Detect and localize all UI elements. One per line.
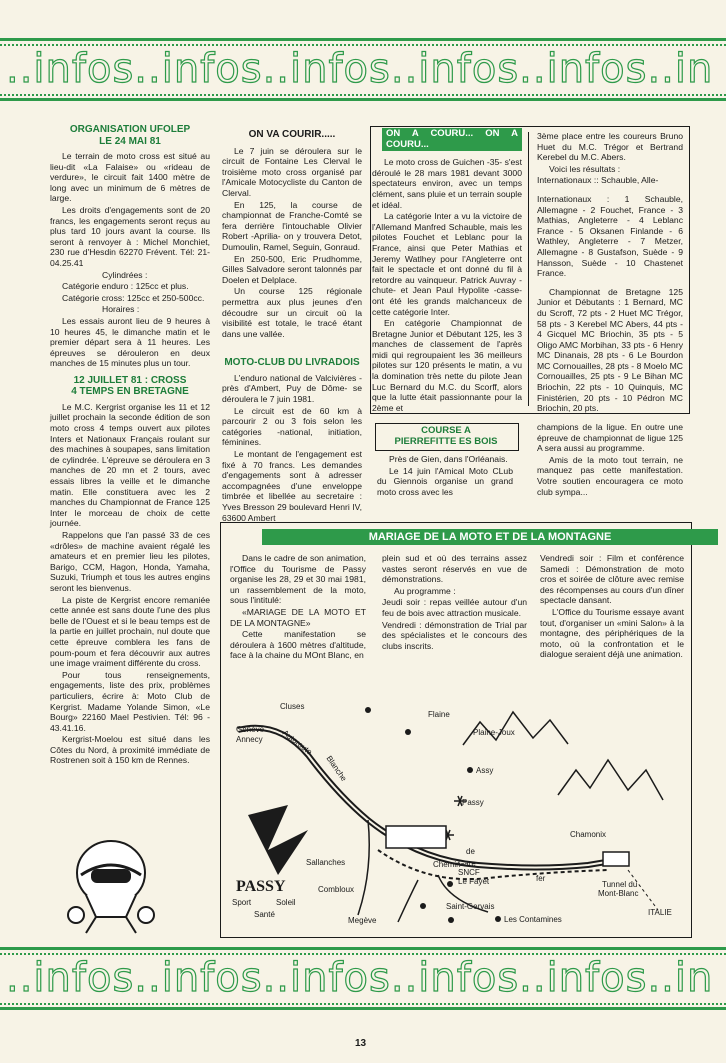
map-label-gare: Gare <box>458 859 476 868</box>
paragraph: Le montant de l'engagement est fixé à 70 francs. Les demandes d'engagements sont à adresser accompagnées d'une enveloppe timbrée et libellée au secretaire : Yves Bresson 29 boulevard Henri IV, 63600 Ambert <box>222 448 362 523</box>
paragraph: Vendredi soir : Film et conférence Samedi : Démonstration de moto cros et soirée de clôture avec remise des récompenses au cours d'un dîner spectacle dansant. <box>540 553 684 606</box>
map-label-de: de <box>466 847 475 856</box>
map-label-flaine: Flaine <box>428 710 450 719</box>
map-label-combloux: Combloux <box>318 885 355 894</box>
map-label-megeve: Megève <box>348 916 377 925</box>
map-label-cluses: Cluses <box>280 702 305 711</box>
paragraph: Pour tous renseignements, engagements, liste des prix, problèmes particuliers, écrire à: Moto Club de Kergrist. Madame Yolande Simon, «Le Bourg» 22160 Mael Pestivien. Tél: 96 - 43.41.16. <box>50 669 210 733</box>
paragraph: Le moto cross de Guichen -35- s'est déroulé le 28 mars 1981 devant 3000 spectateurs environ, avec un temps clément, sans pluie et un terrain souple et idéal. <box>372 157 522 210</box>
paragraph: Un course 125 régionale permettra aux plus jeunes d'en découdre sur un circuit où la visibilité est totale, le tracé étant dans une vallée. <box>222 286 362 339</box>
paragraph: Jeudi soir : repas veillée autour d'un feu de bois avec attraction musicale. <box>382 597 527 618</box>
paragraph: La piste de Kergrist encore remaniée cette année est sans doute l'une des plus belle de l'Ouest et si le beau temps est de la partie en juillet prochain, nul doute que cette épreuve comblera les fans de poum-poum et fera découvrir aux autres une image vraiment différente du cross. <box>50 594 210 669</box>
paragraph: Rappelons que l'an passé 33 de ces «drôles» de machine avaient régalé les amateurs et en premier lieu les pilotes, Barigo, CCM, Hagon, Honda, Yamaha, Suzuki, Triumph et tous les autres engins seront les bienvenus. <box>50 530 210 593</box>
paragraph: En 125, la course de championnat de Franche-Comté se fera derrière l'intouchable Olivier Robert -Aprilia- on y trouvera Detot, Dumoulin, Ramel, Seguin, Gonraud. <box>222 199 362 252</box>
column-on-a-couru <box>372 128 522 414</box>
map-label-italie: ITALIE <box>648 908 672 917</box>
passy-logo-text: PASSY <box>236 878 286 895</box>
paragraph: En catégorie Championnat de Bretagne Junior et Débutant 125, les 3 manches de classement de l'après midi qui regroupaient les 36 meilleurs pilotes sur 120 présents le matin, a vu la domination très nette du pilote Jean Luc Bernard du M.C. du Scorff, alors que la lutte était passionnante pour la 2ème et <box>372 318 522 413</box>
column-mariage-1 <box>230 553 366 662</box>
map-label-assy: Assy <box>476 766 494 775</box>
top-infos-band <box>0 38 726 100</box>
map-label-fer: fer <box>536 874 546 883</box>
logo-sante: Santé <box>254 910 275 919</box>
heading-on-a-couru: ON A COURU... ON A COURU... <box>382 128 522 151</box>
heading-on-va-courir: ON VA COURIR..... <box>248 129 336 140</box>
paragraph: Amis de la moto tout terrain, ne manquez pas cette manifestation. Votre soutien encouragera ce moto club sympa... <box>537 454 683 497</box>
paragraph: Horaires : <box>102 304 140 315</box>
heading-mariage: MARIAGE DE LA MOTO ET DE LA MONTAGNE <box>262 529 718 545</box>
map-label-geneve: Genève <box>236 725 265 734</box>
map-label-sncf: SNCF <box>458 868 480 877</box>
heading-ufolep: ORGANISATION UFOLEP LE 24 MAI 81 <box>69 124 191 147</box>
map-label-passy: Passy <box>462 798 484 807</box>
paragraph: Le terrain de moto cross est situé au lieu-dit «La Falaise» ou «rideau de verdure», le circuit fait 1400 mètre de long avec un minimum de 6 mètres de large. <box>50 151 210 204</box>
map-label-chemin: Chemin <box>433 860 461 869</box>
paragraph: Championnat de Bretagne 125 Junior et Débutants : 1 Bernard, MC du Scroff, 72 pts - 2 Huet MC Trégor, 58 pts - 3 Kerebel MC Abers, 44 pts - 4 Gicquel MC Briochin, 35 pts - 5 Oligo AMC Morbihan, 33 pts - 6 Henry MC Dinanais, 28 pts - 6 Le Bourdon MC Cornouailles, 28 pts - 8 Moelo MC Cornouailles, 25 pts - 9 Le Bihan MC Briochin, 22 pts - 10 Quinquis, MC Finistérien, 20 pts - 10 Pédron MC Briochin, 20 pts. <box>537 286 683 414</box>
paragraph: champions de la ligue. En outre une épreuve de championnat de ligue 125 A sera aussi au programme. <box>537 422 683 454</box>
map-label-plaine-joux: Plaine-Joux <box>473 728 515 737</box>
map-label-saint-gervais: Saint-Gervais <box>446 902 495 911</box>
column-mariage-3 <box>540 553 684 661</box>
paragraph: Cette manifestation se déroulera à 1600 mètres d'altitude, face à la chaine du MOnt Blanc, en <box>230 629 366 661</box>
paragraph: Le M.C. Kergrist organise les 11 et 12 juillet prochain la seconde édition de son moto cross 4 temps ouvert aux pilotes Inters et Nationaux Français roulant sur des machines à soupapes, sans limitation de cylindrée. L'épreuve se déroulera en 3 manches de 20 mn et 2 tours, avec essais libres la veille et le dimanche matin. Elle constituera avec les 2 manches du Championnat de France 125 Inter le morceau de choix de cette journée. <box>50 401 210 529</box>
column-results <box>537 131 683 415</box>
column-ufolep-kergrist <box>50 124 210 767</box>
heading-kergrist: 12 JUILLET 81 : CROSS 4 TEMPS EN BRETAGNE <box>71 374 189 398</box>
column-divider <box>528 132 529 406</box>
column-on-va-courir <box>222 130 362 524</box>
bottom-infos-band <box>0 947 726 1009</box>
map-label-contamines: Les Contamines <box>504 915 562 924</box>
paragraph: 3ème place entre les coureurs Bruno Huet du M.C. Trégor et Bertrand Kerebel du M.C. Abers. <box>537 131 683 163</box>
paragraph: «MARIAGE DE LA MOTO ET DE LA MONTAGNE» <box>230 606 366 628</box>
paragraph: L'enduro national de Valcivières -près d'Ambert, Puy de Dôme- se déroulera le 7 juin 1981. <box>222 372 362 404</box>
paragraph: En 250-500, Eric Prudhomme, Gilles Salvadore seront talonnés par Doelen et Delplace. <box>222 253 362 285</box>
paragraph: Les essais auront lieu de 9 heures à 10 heures 45, le dimanche matin et le premier départ sera à 11 heures. Les épreuves se dérouleron en deux manches de 15 minutes plus un tour. <box>50 315 210 369</box>
paragraph: Les droits d'engagements sont de 20 francs, les engagements seront reçus au plus tard 10 jours avant la course. Ils seront à renvoyer à : Michel Monchiet, 230 rue d'Hesdin 62270 Frévent. Tél: 21- 04.25.41 <box>50 204 210 268</box>
map-label-annecy: Annecy <box>236 735 263 744</box>
map-label-sallanches: Sallanches <box>306 858 346 867</box>
paragraph: Internationaux : 1 Schauble, Allemagne - 2 Fouchet, France - 3 Mathias, Angleterre - 4 Leblanc France - 5 Oksanen Finlande - 6 Wathley, Angleterre - 7 Metzer, Allemagne - 8 Gustafson, Suède - 9 Hansson, Suède - 10 Chastenet France. <box>537 193 683 279</box>
paragraph: plein sud et où des terrains assez vastes seront réservés en vue de démonstrations. <box>382 553 527 585</box>
paragraph: Voici les résultats : <box>549 163 621 174</box>
paragraph: Le 7 juin se déroulera sur le circuit de Fontaine Les Clerval le troisième moto cross organisé par l'Amicale Motocycliste du Canton de Clerval. <box>222 145 362 198</box>
paragraph: Internationaux :: Schauble, Alle- <box>537 175 659 186</box>
paragraph: Le 14 juin l'Amical Moto CLub du Giennois organise un grand moto cross avec les <box>377 465 513 497</box>
paragraph: Catégorie cross: 125cc et 250-500cc. <box>62 292 205 303</box>
infos-banner-text: ..infos..infos..infos..infos..infos..in <box>6 955 714 1001</box>
column-pierrefitte-2 <box>537 422 683 498</box>
heading-pierrefitte: COURSE A PIERREFITTE ES BOIS <box>394 425 498 447</box>
paragraph: La catégorie Inter a vu la victoire de l'Allemand Manfred Schauble, mais les pilotes Fouchet et Leblanc pour la France, ainsi que Peter Mathias et Jeremy Watlhey pour l'Angleterre ont fait le spectacle et ont donné du fil à retordre au vainqueur. Patrick Auvray -chute- et Jean Paul Hypolite -casse- ont été les grands malchanceux de cette catégorie Inter. <box>372 211 522 317</box>
map-label-autoroute: Autoroute <box>280 728 314 757</box>
heading-livradois: MOTO-CLUB DU LIVRADOIS <box>224 357 360 369</box>
logo-sport: Sport <box>232 898 252 907</box>
paragraph: Le circuit est de 60 km à parcourir 2 ou 3 fois selon les catégories -national, initiation, féminines. <box>222 405 362 448</box>
paragraph: Catégorie enduro : 125cc et plus. <box>62 281 189 292</box>
region-map <box>218 700 676 938</box>
map-label-blanche: Blanche <box>324 754 349 783</box>
paragraph: Près de Gien, dans l'Orléanais. <box>389 454 508 464</box>
column-mariage-2 <box>382 553 527 652</box>
map-label-chamonix: Chamonix <box>570 830 607 839</box>
column-pierrefitte-1 <box>377 454 513 498</box>
paragraph: L'Office du Tourisme essaye avant tout, d'organiser un «mini Salon» à la montagne, des périphériques de la moto, où la confrontation et le dialogue seraient déjà une animation. <box>540 606 684 660</box>
logo-soleil: Soleil <box>276 898 296 907</box>
paragraph: Kergrist-Moelou est situé dans les Côtes du Nord, à proximité immédiate de Rostrenen soit à 150 km de Rennes. <box>50 734 210 766</box>
paragraph: Vendredi : démonstration de Trial par des spécialistes et le concours des clubs inscrits. <box>382 619 527 651</box>
infos-banner-text: ..infos..infos..infos..infos..infos..in <box>6 46 714 92</box>
map-label-tunnel-2: Mont-Blanc <box>598 889 639 898</box>
paragraph: Dans le cadre de son animation, l'Office du Tourisme de Passy organise les 28, 29 et 30 mai 1981, un rassemblement de la moto, sous l'intitulé: <box>230 553 366 606</box>
map-label-le-fayet: Le Fayet <box>458 877 490 886</box>
map-label-tunnel-1: Tunnel du <box>602 880 638 889</box>
helmet-rider-illustration <box>56 835 166 935</box>
page-number: 13 <box>355 1038 367 1049</box>
paragraph: Au programme : <box>394 585 456 596</box>
paragraph: Cylindrées : <box>102 269 148 280</box>
